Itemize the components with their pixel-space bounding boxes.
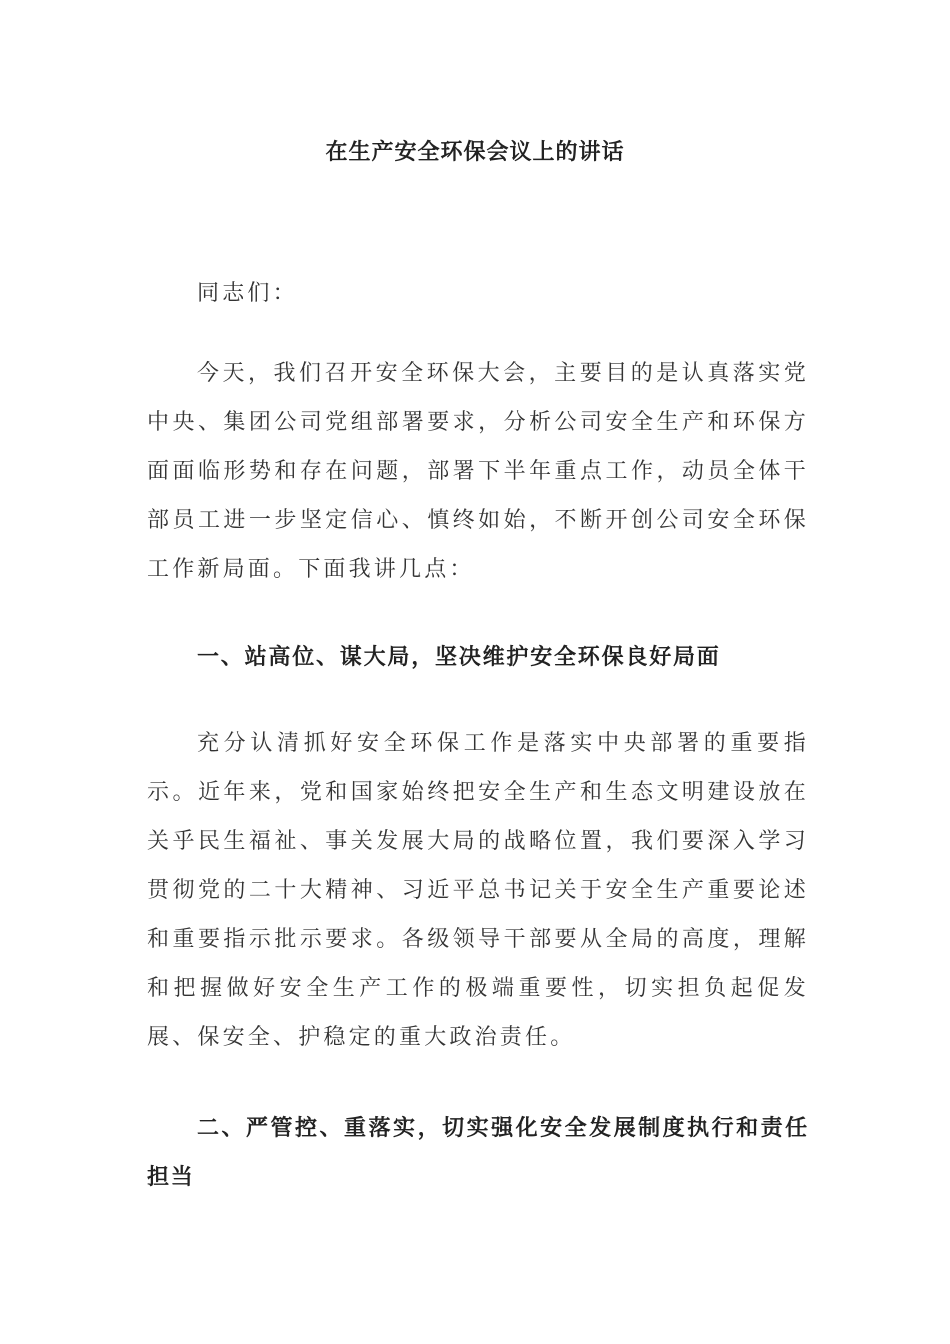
document-title: 在生产安全环保会议上的讲话 bbox=[325, 139, 625, 165]
paragraph-intro: 今天，我们召开安全环保大会，主要目的是认真落实党中央、集团公司党组部署要求，分析公司安全生产和环保方面面临形势和存在问题，部署下半年重点工作，动员全体干部员工进一步坚定信心、慎终如始，不断开创公司安全环保工作新局面。下面我讲几点： bbox=[147, 361, 809, 582]
salutation: 同志们： bbox=[197, 281, 298, 306]
paragraph-section-1: 充分认清抓好安全环保工作是落实中央部署的重要指示。近年来，党和国家始终把安全生产和生态文明建设放在关乎民生福祉、事关发展大局的战略位置，我们要深入学习贯彻党的二十大精神、习近平总书记关于安全生产重要论述和重要指示批示要求。各级领导干部要从全局的高度，理解和把握做好安全生产工作的极端重要性，切实担负起促发展、保安全、护稳定的重大政治责任。 bbox=[147, 731, 809, 1050]
section-heading-2: 二、严管控、重落实，切实强化安全发展制度执行和责任担当 bbox=[147, 1115, 809, 1190]
section-heading-1: 一、站高位、谋大局，坚决维护安全环保良好局面 bbox=[197, 644, 721, 670]
